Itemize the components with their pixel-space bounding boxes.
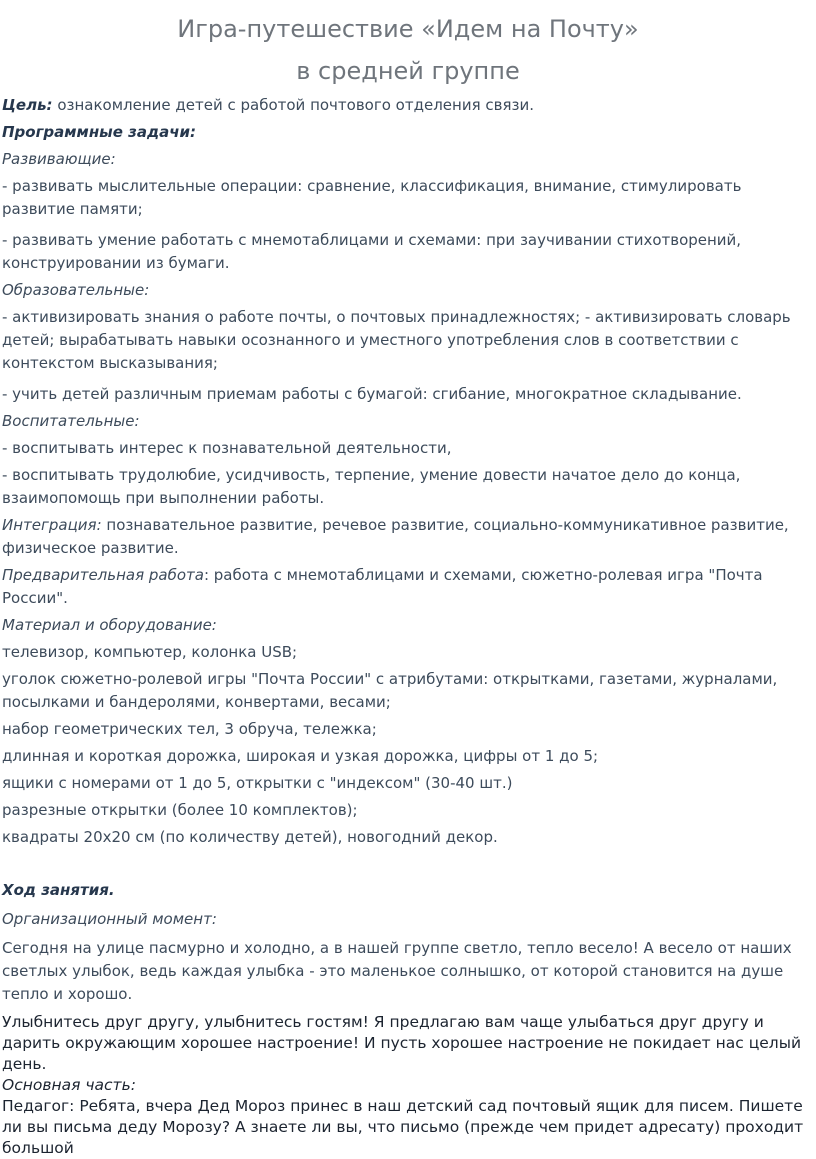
- main-part-label: Основная часть:: [2, 1076, 136, 1094]
- integration-text: познавательное развитие, речевое развитие, социально-коммуникативное развитие, физическое развитие.: [2, 516, 789, 557]
- materials-item: набор геометрических тел, 3 обруча, тележка;: [2, 720, 377, 738]
- smile-text: Улыбнитесь друг другу, улыбнитесь гостям! Я предлагаю вам чаще улыбаться друг другу и дарить окружающим хорошее настроение! И пусть хорошее настроение не покидает нас целый день.: [2, 1013, 802, 1073]
- tasks-heading: Программные задачи:: [2, 123, 197, 141]
- integration-paragraph: [0, 514, 816, 560]
- goal-label: Цель:: [2, 96, 53, 114]
- teacher-text: Педагог: Ребята, вчера Дед Мороз принес в наш детский сад почтовый ящик для писем. Пишете ли вы письма деду Морозу? А знаете ли вы, что письмо (прежде чем придет адресату) проходит большой: [2, 1097, 804, 1157]
- goal-text: ознакомление детей с работой почтового отделения связи.: [52, 96, 534, 114]
- integration-label: Интеграция:: [2, 516, 102, 534]
- educational-label: Образовательные:: [2, 281, 150, 299]
- goal-paragraph: [0, 94, 816, 117]
- document-title-line2: в средней группе: [296, 57, 520, 85]
- materials-item: ящики с номерами от 1 до 5, открытки с "индексом" (30-40 шт.): [2, 774, 513, 792]
- prework-label: Предварительная работа: [2, 566, 204, 584]
- educational-item-1: - активизировать знания о работе почты, о почтовых принадлежностях; - активизировать словарь детей; вырабатывать навыки осознанного и уместного употребления слов в соответствии с контекстом высказывания;: [2, 308, 791, 372]
- upbringing-label: Воспитательные:: [2, 412, 140, 430]
- materials-item: телевизор, компьютер, колонка USB;: [2, 643, 298, 661]
- org-label: Организационный момент:: [2, 910, 217, 928]
- developing-item-1: - развивать мыслительные операции: сравнение, классификация, внимание, стимулировать развитие памяти;: [2, 177, 742, 218]
- document-title-line1: Игра-путешествие «Идем на Почту»: [177, 15, 639, 43]
- materials-label: Материал и оборудование:: [2, 616, 217, 634]
- materials-item: квадраты 20х20 см (по количеству детей), новогодний декор.: [2, 828, 498, 846]
- prework-text: : работа с мнемотаблицами и схемами, сюжетно-ролевая игра "Почта России".: [2, 566, 763, 607]
- materials-item: длинная и короткая дорожка, широкая и узкая дорожка, цифры от 1 до 5;: [2, 747, 599, 765]
- upbringing-item-1: - воспитывать интерес к познавательной деятельности,: [2, 439, 452, 457]
- org-text: Сегодня на улице пасмурно и холодно, а в нашей группе светло, тепло весело! А весело от наших светлых улыбок, ведь каждая улыбка - это маленькое солнышко, от которой становится на душе тепло и хорошо.: [2, 939, 792, 1003]
- upbringing-item-2: - воспитывать трудолюбие, усидчивость, терпение, умение довести начатое дело до конца, взаимопомощь при выполнении работы.: [2, 466, 741, 507]
- developing-item-2: - развивать умение работать с мнемотаблицами и схемами: при заучивании стихотворений, конструировании из бумаги.: [2, 231, 742, 272]
- course-heading: Ход занятия.: [2, 881, 115, 899]
- developing-label: Развивающие:: [2, 150, 116, 168]
- materials-item: разрезные открытки (более 10 комплектов);: [2, 801, 358, 819]
- materials-item: уголок сюжетно-ролевой игры "Почта России" с атрибутами: открытками, газетами, журналами, посылками и бандеролями, конвертами, весами;: [2, 670, 778, 711]
- educational-item-2: - учить детей различным приемам работы с бумагой: сгибание, многократное складывание.: [2, 385, 742, 403]
- prework-paragraph: [0, 564, 816, 610]
